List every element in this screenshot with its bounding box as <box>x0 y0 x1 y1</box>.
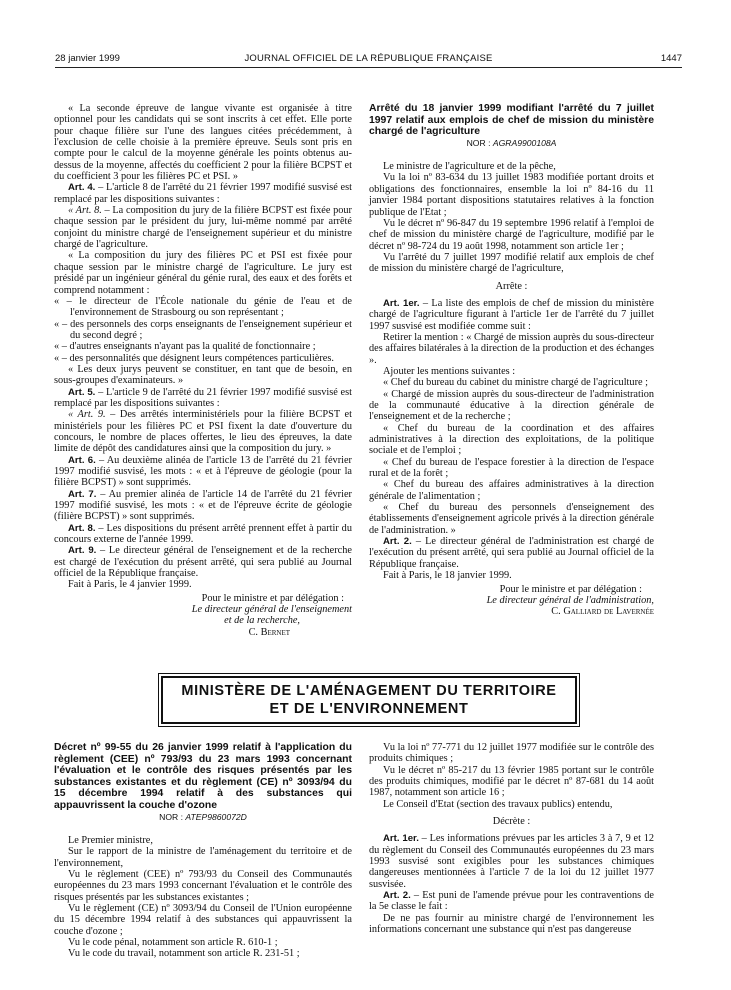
paragraph: « Chargé de mission auprès du sous-directeur de l'administration de la communauté éducative à la direction générale de l'enseignement et de la recherche ; <box>369 388 654 423</box>
paragraph: De ne pas fournir au ministre chargé de l'environnement les informations concernant une substance qui n'est pas dangereuse <box>369 912 654 936</box>
article-2: Art. 2. – Le directeur général de l'administration est chargé de l'exécution du présent arrêté, qui sera publié au Journal officiel de la République française. <box>369 536 654 570</box>
signature-place-date: Fait à Paris, le 18 janvier 1999. <box>383 570 512 582</box>
article-6: Art. 6. – Au deuxième alinéa de l'article 13 de l'arrêté du 21 février 1997 modifié susvisé, les mots : « et à l'épreuve de géologie (pour la filière BCPST) » sont supprimés. <box>54 454 352 489</box>
paragraph: « Les deux jurys peuvent se constituer, en tant que de besoin, en sous-groupes d'examinateurs. » <box>54 363 352 387</box>
left-column-top <box>54 103 352 638</box>
signature-role-cont: et de la recherche, <box>224 615 300 627</box>
header-rule <box>55 67 682 68</box>
right-column-bottom <box>369 742 654 936</box>
paragraph: « Chef du bureau des personnels d'enseignement des établissements d'enseignement agricole privés à la direction générale de l'administration. » <box>369 502 654 536</box>
signatory-name: C. Galliard de Lavernée <box>551 606 654 618</box>
nor-reference: NOR : AGRA9900108A <box>466 137 557 148</box>
list-item: « – des personnalités que désignent leurs compétences particulières. <box>54 352 334 364</box>
paragraph: « La seconde épreuve de langue vivante est organisée à titre optionnel pour les candidats qui se sont inscrits à cet effet. Elle porte pour chaque filière sur l'une des langues citées précédemment, à l'exclusion de celle choisie à la première épreuve. Seuls sont pris en compte pour le calcul de la moyenne générale les points obtenus au-dessus de la moyenne, affectés du coefficient 2 pour la filière BCPST et du coefficient 3 pour les filières PC et PSI. » <box>54 103 352 183</box>
paragraph: Vu la loi nº 83-634 du 13 juillet 1983 modifiée portant droits et obligations des fonctionnaires, ensemble la loi nº 84-16 du 11 janvier 1984 portant dispositions statutaires relatives à la fonction publique de l'Etat ; <box>369 172 654 218</box>
signatory-name: C. Bernet <box>248 626 290 638</box>
paragraph: Ajouter les mentions suivantes : <box>383 365 516 377</box>
paragraph: « Chef du bureau du cabinet du ministre chargé de l'agriculture ; <box>383 377 649 389</box>
paragraph: Le Premier ministre, <box>68 834 153 846</box>
decret-title: Décret nº 99-55 du 26 janvier 1999 relatif à l'application du règlement (CEE) nº 793/93 du 23 mars 1993 concernant l'évaluation et le contrôle des risques présentés par les substances existantes et du règlement (CE) nº 3093/94 du 15 décembre 1994 relatif à des substances qui appauvrissent la couche d'ozone <box>54 742 352 811</box>
paragraph: Sur le rapport de la ministre de l'aménagement du territoire et de l'environnement, <box>54 846 352 869</box>
ministry-banner <box>161 676 577 724</box>
signature-role: Le directeur général de l'administration, <box>486 594 654 606</box>
signature-delegation: Pour le ministre et par délégation : <box>201 592 344 604</box>
article-1: Art. 1er. – La liste des emplois de chef de mission du ministère chargé de l'agriculture figurant à l'article 1er de l'arrêté du 7 juillet 1997 susvisé est modifiée comme suit : <box>369 297 654 332</box>
jury-members-list <box>54 296 352 364</box>
paragraph: Vu le code du travail, notamment son article R. 231-51 ; <box>68 948 300 960</box>
running-header <box>55 53 682 67</box>
paragraph: Vu le règlement (CEE) nº 793/93 du Conseil des Communautés européennes du 23 mars 1993 concernant l'évaluation et le contrôle des risques présentés par les substances existantes ; <box>54 868 352 903</box>
article-1: Art. 1er. – Les informations prévues par les articles 3 à 7, 9 et 12 du règlement du Conseil des Communautés européennes du 23 mars 1993 susvisé sont exigibles pour les substances chimiques dangereuses mentionnées à l'article 7 de la loi du 12 juillet 1977 susvisée. <box>369 833 654 890</box>
article-9-quote: « Art. 9. – Des arrêtés interministériels pour la filière BCPST et ministériels pour les filières PC et PSI fixent la date d'ouverture du concours, le nombre de places offertes, le lieu des épreuves, la date limite de dépôt des candidatures ainsi que la composition du jury. » <box>54 409 352 455</box>
list-item: « – le directeur de l'École nationale du génie de l'eau et de l'environnement de Strasbourg ou son représentant ; <box>54 295 352 319</box>
paragraph: « Chef du bureau de la coordination et des affaires administratives à la direction des exploitations, de la politique sociale et de l'emploi ; <box>369 422 654 457</box>
paragraph: Le Conseil d'Etat (section des travaux publics) entendu, <box>383 798 613 810</box>
header-journal-title: JOURNAL OFFICIEL DE LA RÉPUBLIQUE FRANÇAISE <box>244 53 493 64</box>
article-5: Art. 5. – L'article 9 de l'arrêté du 21 février 1997 modifié susvisé est remplacé par les dispositions suivantes : <box>54 386 352 409</box>
left-column-bottom <box>54 742 352 960</box>
paragraph: Vu la loi nº 77-771 du 12 juillet 1977 modifiée sur le contrôle des produits chimiques ; <box>369 742 654 765</box>
ministry-line-1: MINISTÈRE DE L'AMÉNAGEMENT DU TERRITOIRE <box>181 683 557 699</box>
decrete-heading: Décrète : <box>492 816 531 828</box>
list-item: « – d'autres enseignants n'ayant pas la qualité de fonctionnaire ; <box>54 341 316 353</box>
header-date: 28 janvier 1999 <box>55 53 120 64</box>
signature-place-date: Fait à Paris, le 4 janvier 1999. <box>68 579 192 591</box>
header-page-number: 1447 <box>660 53 682 64</box>
ministry-line-2: ET DE L'ENVIRONNEMENT <box>269 701 469 717</box>
article-7: Art. 7. – Au premier alinéa de l'article 14 de l'arrêté du 21 février 1997 modifié susvisé, les mots : « et de l'épreuve écrite de géologie (filière BCPST) » sont supprimés. <box>54 488 352 523</box>
paragraph: Vu le décret nº 85-217 du 13 février 1985 portant sur le contrôle des produits chimiques, modifié par le décret nº 87-681 du 14 août 1987, notamment son article 16 ; <box>369 764 654 799</box>
paragraph: Vu l'arrêté du 7 juillet 1997 modifié relatif aux emplois de chef de mission du ministère chargé de l'agriculture, <box>369 251 654 275</box>
article-8-quote: « Art. 8. – La composition du jury de la filière BCPST est fixée pour chaque session par le président du jury, lui-même nommé par arrêté conjoint du ministre chargé de l'enseignement supérieur et du ministre chargé de l'agriculture. <box>54 205 352 251</box>
article-4: Art. 4. – L'article 8 de l'arrêté du 21 février 1997 modifié susvisé est remplacé par les dispositions suivantes : <box>54 182 352 205</box>
paragraph: Le ministre de l'agriculture et de la pêche, <box>383 161 556 173</box>
nor-reference: NOR : ATEP9860072D <box>159 811 247 822</box>
right-column-top <box>369 103 654 618</box>
article-2: Art. 2. – Est puni de l'amende prévue pour les contraventions de la 5e classe le fait : <box>369 890 654 913</box>
list-item: « – des personnels des corps enseignants de l'enseignement supérieur et du second degré ; <box>54 318 352 341</box>
signature-role: Le directeur général de l'enseignement <box>191 604 352 616</box>
paragraph: Vu le règlement (CE) nº 3093/94 du Conseil de l'Union européenne du 15 décembre 1994 relatif à des substances qui appauvrissent la couche d'ozone ; <box>54 902 352 937</box>
article-9: Art. 9. – Le directeur général de l'enseignement et de la recherche est chargé de l'exécution du présent arrêté, qui sera publié au Journal officiel de la République française. <box>54 545 352 580</box>
arrete-heading: Arrête : <box>495 280 528 292</box>
paragraph: « La composition du jury des filières PC et PSI est fixée pour chaque session par le ministre chargé de l'agriculture. Le jury est présidé par un ingénieur général du génie rural, des eaux et des forêts et comprend notamment : <box>54 250 352 296</box>
paragraph: Retirer la mention : « Chargé de mission auprès du sous-directeur des affaires bilatérales à la direction de la production et des échanges ». <box>369 331 654 366</box>
arrete-title: Arrêté du 18 janvier 1999 modifiant l'arrêté du 7 juillet 1997 relatif aux emplois de chef de mission du ministère chargé de l'agriculture <box>369 103 654 138</box>
paragraph: Vu le code pénal, notamment son article R. 610-1 ; <box>68 937 278 948</box>
paragraph: « Chef du bureau des affaires administratives à la direction générale de l'alimentation ; <box>369 479 654 502</box>
paragraph: Vu le décret nº 96-847 du 19 septembre 1996 relatif à l'emploi de chef de mission du ministère chargé de l'agriculture, modifié par le décret nº 98-724 du 19 août 1998, notamment son article 1er ; <box>369 217 654 252</box>
article-8: Art. 8. – Les dispositions du présent arrêté prennent effet à partir du concours externe de l'année 1999. <box>54 522 352 546</box>
signature-delegation: Pour le ministre et par délégation : <box>499 583 642 595</box>
paragraph: « Chef du bureau de l'espace forestier à la direction de l'espace rural et de la forêt ; <box>369 456 654 480</box>
